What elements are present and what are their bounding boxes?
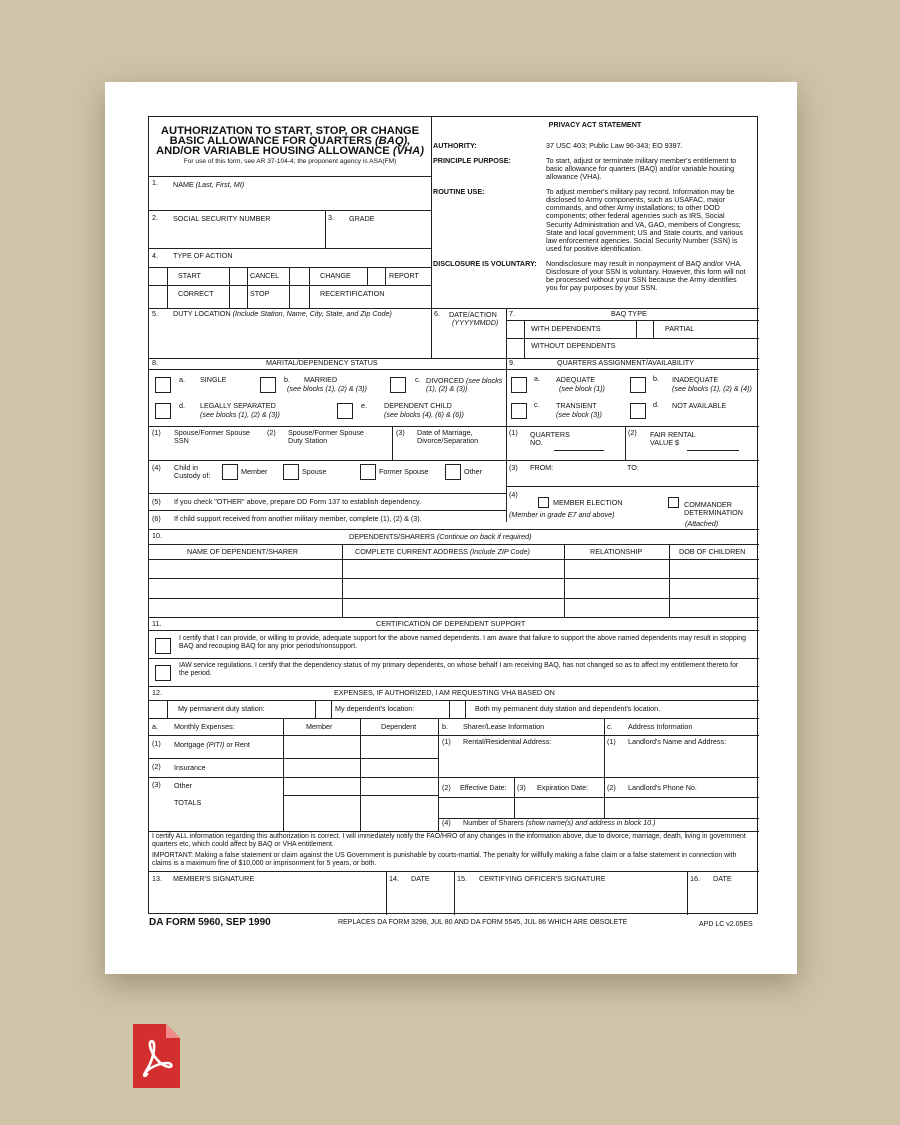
- vha-expenses-label: EXPENSES, IF AUTHORIZED, I AM REQUESTING VHA BASED ON: [334, 688, 555, 697]
- member-election-checkbox[interactable]: [538, 497, 549, 508]
- action-recertification[interactable]: RECERTIFICATION: [320, 289, 385, 298]
- action-stop[interactable]: STOP: [250, 289, 270, 298]
- grade-label: GRADE: [349, 214, 375, 223]
- transient-checkbox[interactable]: [511, 403, 527, 419]
- officer-date-label: DATE: [713, 874, 732, 883]
- date-action-label: DATE/ACTION: [449, 310, 497, 319]
- name-label: NAME (Last, First, MI): [173, 180, 245, 189]
- dependent-child-checkbox[interactable]: [337, 403, 353, 419]
- form-identifier: DA FORM 5960, SEP 1990: [149, 917, 271, 928]
- proponent-note: For use of this form, see AR 37-104-4; the proponent agency is ASA(FM): [183, 158, 397, 165]
- version-label: APD LC v2.05ES: [699, 921, 753, 928]
- dependents-sharers-label: DEPENDENTS/SHARERS (Continue on back if required): [349, 532, 532, 541]
- member-signature-label: MEMBER'S SIGNATURE: [173, 874, 255, 883]
- status-certification-checkbox[interactable]: [155, 665, 171, 681]
- certifying-officer-signature-label: CERTIFYING OFFICER'S SIGNATURE: [479, 874, 606, 883]
- type-of-action-label: TYPE OF ACTION: [173, 251, 233, 260]
- certification-statement: I certify ALL information regarding this authorization is correct. I will immediately notify the FAO/HRO of any changes in the information above, due to divorce, marriage, death, living in government quarters etc, which could affect by BAQ or VHA entitlement.: [152, 833, 746, 848]
- action-start[interactable]: START: [178, 271, 201, 280]
- quarters-assignment-label: QUARTERS ASSIGNMENT/AVAILABILITY: [557, 358, 694, 367]
- without-dependents[interactable]: WITHOUT DEPENDENTS: [531, 341, 616, 350]
- not-available-checkbox[interactable]: [630, 403, 646, 419]
- pdf-file-icon[interactable]: [133, 1024, 180, 1088]
- custody-other-checkbox[interactable]: [445, 464, 461, 480]
- divorced-checkbox[interactable]: [390, 377, 406, 393]
- action-change[interactable]: CHANGE: [320, 271, 351, 280]
- member-date-label: DATE: [411, 874, 430, 883]
- important-notice: IMPORTANT: Making a false statement or claim against the US Government is punishable by courts-martial. The penalty for willfully making a false claim or a false statement in connection with claims is a maximum fine of $10,000 or imprisonment for 5 years, or both.: [152, 852, 737, 867]
- married-checkbox[interactable]: [260, 377, 276, 393]
- legally-separated-checkbox[interactable]: [155, 403, 171, 419]
- ssn-label: SOCIAL SECURITY NUMBER: [173, 214, 271, 223]
- single-checkbox[interactable]: [155, 377, 171, 393]
- custody-spouse-checkbox[interactable]: [283, 464, 299, 480]
- adequate-checkbox[interactable]: [511, 377, 527, 393]
- duty-location-label: DUTY LOCATION (Include Station, Name, City, State, and Zip Code): [173, 309, 392, 318]
- partial[interactable]: PARTIAL: [665, 324, 695, 333]
- custody-member-checkbox[interactable]: [222, 464, 238, 480]
- commander-determination-checkbox[interactable]: [668, 497, 679, 508]
- custody-former-spouse-checkbox[interactable]: [360, 464, 376, 480]
- baq-type-label: BAQ TYPE: [611, 309, 647, 318]
- certification-label: CERTIFICATION OF DEPENDENT SUPPORT: [376, 619, 526, 628]
- action-report[interactable]: REPORT: [389, 271, 419, 280]
- inadequate-checkbox[interactable]: [630, 377, 646, 393]
- action-cancel[interactable]: CANCEL: [250, 271, 280, 280]
- marital-status-label: MARITAL/DEPENDENCY STATUS: [266, 358, 378, 367]
- da-form-5960: AUTHORIZATION TO START, STOP, OR CHANGE BASIC ALLOWANCE FOR QUARTERS (BAQ), AND/OR VARIABLE HOUSING ALLOWANCE (VHA) For use of this form, see AR 37-104-4; the proponent agency is ASA(FM) PRIVACY ACT STATEMENT AUTHORITY: 37 USC 403; Public Law 96-343; EO 9397. PRINCIPLE PURPOSE: To start, adjust or terminate military member's entitlement to basic allowance for quarters (BAQ) and/or variable housing allowance (VHA). ROUTINE USE: To adjust member's military pay record. Information may be disclosed to Army components, such as USAFAC, major commands, and other Army installations; to other DOD components; other federal agencies such as IRS, Social Security Administration and VA, GAO, members of Congress; State and local government; US and State courts, and various law enforcement agencies. Social Security Number (SSN) is used for positive identification. DISCLOSURE IS VOLUNTARY: Nondisclosure may result in nonpayment of BAQ and/or VHA. Disclosure of your SSN is voluntary. However, this form will not be processed without your SSN because the Army identifies you for pay purposes by your SSN. 1. NAME (Last, First, MI) 2. SOCIAL SECURITY NUMBER 3. GRADE 4. TYPE OF ACTION START CANCEL CHANGE REPORT CORRECT STOP RECERTIFICATION 5. DUTY LOCATION (Include Station, Name, City, State, and Zip Code) 6. DATE/ACTION (YYYYMMDD) 7. BAQ TYPE WITH DEPENDENTS PARTIAL WITHOUT DEPENDENTS 8. MARITAL/DEPENDENCY STATUS 9. QUARTERS ASSIGNMENT/AVAILABILITY a. SINGLE b. MARRIED (see blocks (1), (2) & (3)) c. DIVORCED (see blocks (1), (2) & (3)) d. LEGALLY SEPARATED (see blocks (1), (2) & (3)) e. DEPENDENT CHILD (see blocks (4), (6) & (6)) (1) Spouse/Former Spouse SSN (2) Spouse/Former Spouse Duty Station (3) Date of Marriage, Divorce/Separation (4) Child in Custody of: Member Spouse Former Spouse Other (5) If you check "OTHER" above, prepare DD Form 137 to establish dependency. (6) If child support received from another military member, complete (1), (2) & (3). a. ADEQUATE (see block (1)) b. INADEQUATE (see blocks (1), (2) & (4)) c. TRANSIENT (see block (3)) d. NOT AVAILABLE (1) QUARTERS NO. (2) FAIR RENTAL VALUE $ (3) FROM: TO: (4) MEMBER ELECTION (Member in grade E7 and above) COMMANDER DETERMINATION (Attached) 10. DEPENDENTS/SHARERS (Continue on back if required) NAME OF DEPENDENT/SHARER COMPLETE CURRENT ADDRESS (Include ZIP Code) RELATIONSHIP DOB OF CHILDREN 11. CERTIFICATION OF DEPENDENT SUPPORT I certify that I can provide, or willing to provide, adequate support for the above named dependents. I am aware that failure to support the above named dependents may result in stopping BAQ and recouping BAQ for any prior periods/nonsupport. IAW service regulations. I certify that the dependency status of my primary dependents, on whose behalf I am receiving BAQ, has not changed so as to affect my entitlement thereto for the period. 12. EXPENSES, IF AUTHORIZED, I AM REQUESTING VHA BASED ON My permanent duty station: My dependent's location: Both my permanent duty station and dependent's location. a. Monthly Expenses: Member Dependent b. Sharer/Lease Information c. Address Information (1) Mortgage (PITI) or Rent (1) Rental/Residential Address: (1) Landlord's Name and Address: (2) Insurance (3) Other TOTALS (2) Effective Date: (3) Expiration Date: (2) Landlord's Phone No. (4) Number of Sharers (show name(s) and address in block 10.) I certify ALL information regarding this authorization is correct. I will immediately notify the FAO/HRO of any changes in the information above, due to divorce, marriage, death, living in government quarters etc, which could affect by BAQ or VHA entitlement. IMPORTANT: Making a false statement or claim against the US Government is punishable by courts-martial. The penalty for willfully making a false claim or a false statement in connection with claims is a maximum fine of $10,000 or imprisonment for 5 years, or both. 13. MEMBER'S SIGNATURE 14. DATE 15. CERTIFYING OFFICER'S SIGNATURE 16. DATE: [148, 116, 758, 914]
- action-correct[interactable]: CORRECT: [178, 289, 214, 298]
- replaces-notice: REPLACES DA FORM 3298, JUL 80 AND DA FORM 5545, JUL 86 WHICH ARE OBSOLETE: [338, 919, 628, 926]
- support-certification-checkbox[interactable]: [155, 638, 171, 654]
- with-dependents[interactable]: WITH DEPENDENTS: [531, 324, 601, 333]
